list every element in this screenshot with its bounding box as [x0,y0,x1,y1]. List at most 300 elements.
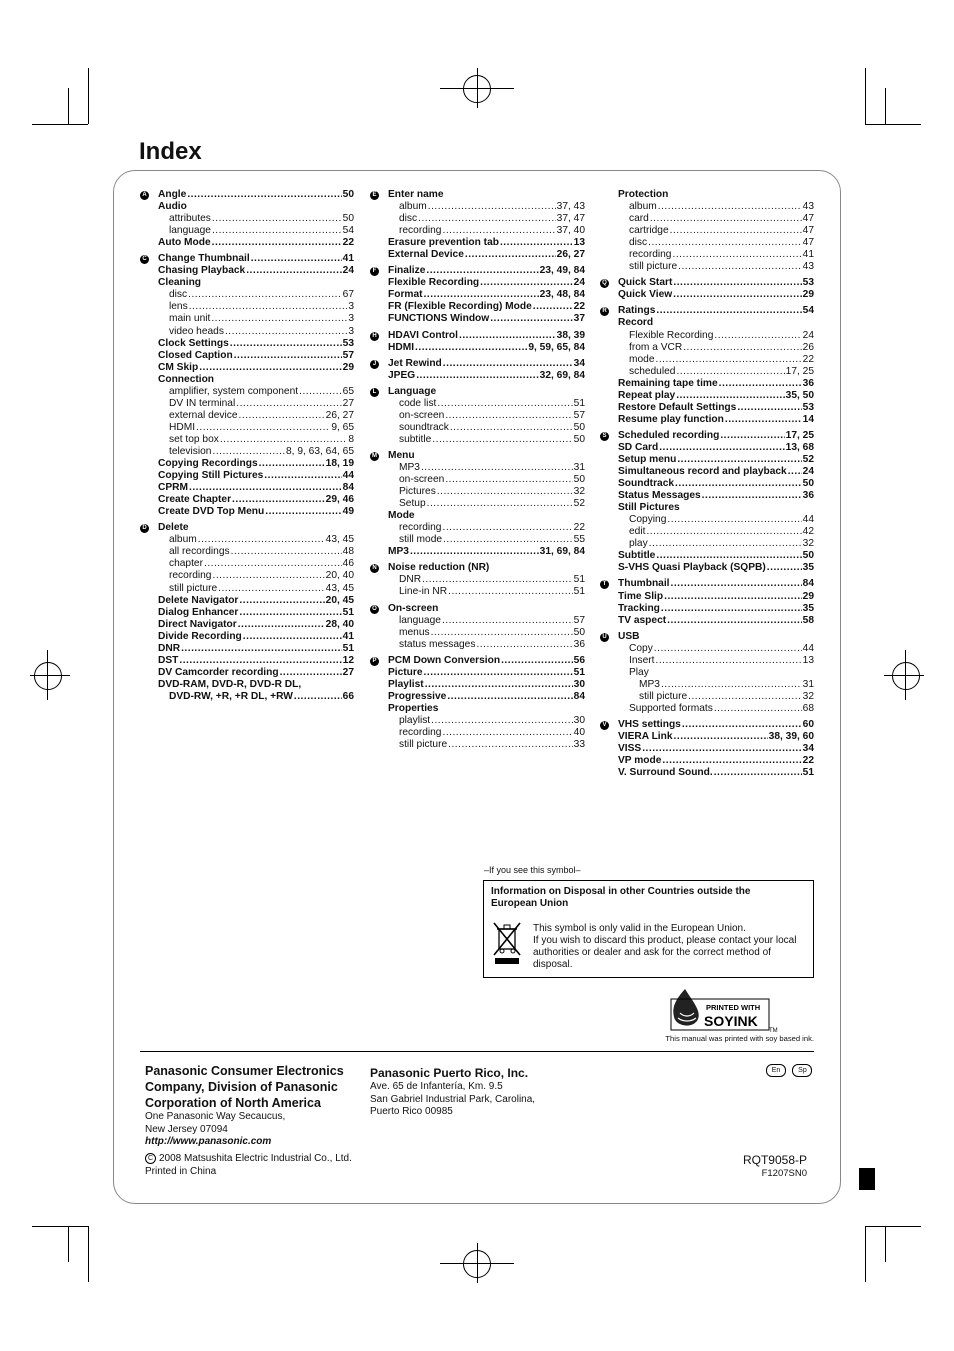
entry-label: Audio [158,201,187,213]
entry-label: Tracking [618,602,660,614]
index-entry [388,313,585,325]
leader-dots [445,474,572,486]
entry-label: Play [629,666,649,678]
entry-page: 9, 59, 65, 84 [528,341,585,353]
leader-dots [239,607,341,619]
leader-dots [187,189,341,201]
leader-dots [648,237,802,249]
index-entry [618,767,814,779]
entry-label: FR (Flexible Recording) Mode [388,301,532,313]
entry-label: disc [629,237,648,249]
entry-page: 41 [802,249,814,261]
entry-label: edit [629,526,646,538]
entry-label: V. Surround Sound. [618,767,713,779]
index-entry [618,679,814,691]
index-entry [618,390,814,402]
index-entry [388,265,585,277]
index-entry [618,277,814,289]
leader-dots [280,667,342,679]
entry-label: HDMI [169,421,196,433]
index-entry [388,667,585,679]
leader-dots [676,366,784,378]
divider [140,1051,814,1052]
entry-label: Enter name [388,189,444,200]
entry-page: 35 [802,602,814,614]
entry-label: CPRM [158,482,188,494]
entry-label: subtitle [399,433,432,445]
entry-label: Protection [618,189,669,200]
entry-label: Quick View [618,289,673,301]
leader-dots [239,595,324,607]
entry-label: Properties [388,702,439,714]
entry-page: 27 [342,666,354,678]
entry-label: Setup menu [618,453,677,465]
index-entry [618,454,814,466]
index-entry [618,719,814,731]
index-entry [388,586,585,598]
leader-dots [450,422,573,434]
index-entry [618,591,814,603]
entry-label: playlist [399,714,431,726]
entry-label: all recordings [169,546,230,558]
entry-page: 36 [573,638,585,650]
entry-label: Repeat play [618,389,676,401]
company-name: Panasonic Consumer Electronics Company, Division of Panasonic Corporation of North America [145,1064,344,1110]
leader-dots [654,643,802,655]
entry-page: 51 [573,666,585,678]
index-entry [158,410,354,422]
entry-page: 13, 68 [785,441,814,453]
index-entry [618,743,814,755]
index-section [600,578,814,626]
index-entry [158,691,354,703]
leader-dots [196,422,330,434]
entry-label: main unit [169,313,211,325]
index-entry [618,703,814,715]
index-entry [388,201,585,213]
leader-dots [672,249,801,261]
entry-page: 51 [802,767,814,779]
entry-page: 20, 45 [325,594,354,606]
entry-label: DST [158,654,179,666]
entry-label: Still Pictures [618,502,680,514]
entry-page: 65 [342,385,354,397]
entry-label: still picture [629,261,678,273]
entry-label: Pictures [399,486,436,498]
index-entry [618,378,814,390]
entry-page: 50 [342,213,354,225]
leader-dots [714,330,801,342]
entry-page: 50 [802,550,814,562]
entry-label: DV Camcorder recording [158,666,279,678]
entry-label: cartridge [629,225,669,237]
entry-page: 29 [802,590,814,602]
leader-dots [725,414,802,426]
entry-page: 57 [573,409,585,421]
index-entry [388,422,585,434]
entry-page: 84 [573,690,585,702]
index-entry [618,631,814,643]
section-letter-icon: E [370,191,379,200]
section-letter-icon: F [370,267,379,276]
leader-dots [788,466,802,478]
entry-page: 18, 19 [325,458,354,470]
index-entry [388,370,585,382]
entry-page: 50 [573,421,585,433]
entry-page: 26 [802,341,814,353]
entry-page: 29, 46 [325,494,354,506]
entry-page: 3 [348,313,354,325]
entry-label: CM Skip [158,361,199,373]
leader-dots [719,378,802,390]
entry-page: 24 [573,277,585,289]
entry-label: HDAVI Control [388,329,458,341]
leader-dots [431,627,573,639]
entry-page: 20, 40 [325,570,354,582]
index-entry [388,434,585,446]
entry-page: 44 [802,514,814,526]
entry-page: 68 [802,702,814,714]
index-entry [158,277,354,289]
entry-label: Flexible Recording [388,277,480,289]
index-entry [158,237,354,249]
entry-label: recording [399,225,442,237]
index-entry [388,691,585,703]
entry-page: 50 [802,478,814,490]
entry-page: 40 [573,726,585,738]
index-entry [618,466,814,478]
entry-label: VHS settings [618,718,681,730]
entry-label: on-screen [399,474,445,486]
entry-label: PCM Down Conversion [388,654,501,666]
entry-label: Soundtrack [618,478,675,490]
entry-label: Subtitle [618,550,656,562]
leader-dots [299,386,342,398]
entry-page: 34 [802,743,814,755]
index-entry [618,342,814,354]
entry-label: Create DVD Top Menu [158,506,265,518]
section-letter-icon: U [600,633,609,642]
entry-page: 37 [573,313,585,325]
entry-page: 57 [573,614,585,626]
entry-label: SD Card [618,441,659,453]
company-address: One Panasonic Way Secaucus, [145,1111,286,1122]
index-entry [618,305,814,317]
entry-page: 51 [573,397,585,409]
leader-dots [646,526,801,538]
entry-label: Time Slip [618,590,664,602]
entry-page: 31 [573,461,585,473]
entry-label: television [169,445,212,457]
index-entry [388,237,585,249]
index-entry [158,458,354,470]
index-entry [158,494,354,506]
leader-dots [459,330,556,342]
index-entry [618,667,814,679]
entry-label: Mode [388,510,415,522]
entry-label: MP3 [399,461,420,473]
leader-dots [682,719,802,731]
index-column [600,189,814,783]
leader-dots [678,261,802,273]
leader-dots [415,342,527,354]
puerto-rico-block [370,1065,590,1119]
entry-label: Line-in NR [399,586,448,598]
leader-dots [655,354,801,366]
leader-dots [673,289,801,301]
leader-dots [230,338,342,350]
leader-dots [231,546,342,558]
entry-label: VISS [618,743,642,755]
entry-label: disc [169,289,188,301]
puerto-rico-address: Ave. 65 de Infantería, Km. 9.5 [370,1081,503,1092]
entry-label: JPEG [388,369,416,381]
entry-page: 22 [342,237,354,249]
index-entry [388,486,585,498]
index-entry [158,631,354,643]
language-badge: En [766,1064,786,1077]
leader-dots [445,410,572,422]
index-entry [618,478,814,490]
index-section [370,265,585,325]
entry-label: status messages [399,638,476,650]
entry-page: 44 [342,470,354,482]
leader-dots [225,326,347,338]
entry-label: recording [629,249,672,261]
leader-dots [688,691,802,703]
entry-page: 34 [573,357,585,369]
entry-label: Language [388,385,437,397]
leader-dots [767,562,802,574]
entry-label: Menu [388,449,415,461]
puerto-rico-address: San Gabriel Industrial Park, Carolina, [370,1093,536,1105]
leader-dots [649,538,802,550]
copyright [145,1153,352,1179]
section-letter-icon: A [140,191,149,200]
index-entry [158,313,354,325]
index-entry [158,265,354,277]
entry-label: album [629,201,657,213]
index-entry [618,526,814,538]
disposal-line: This symbol is only valid in the European Union. [533,923,746,934]
entry-label: menus [399,626,430,638]
entry-label: set top box [169,433,219,445]
entry-label: S-VHS Quasi Playback (SQPB) [618,562,766,574]
leader-dots [418,213,556,225]
entry-page: 51 [573,586,585,598]
entry-page: 43 [802,261,814,273]
leader-dots [239,410,325,422]
leader-dots [442,615,573,627]
index-entry [618,225,814,237]
index-entry [618,402,814,414]
entry-page: 13 [573,237,585,249]
leader-dots [238,619,325,631]
entry-page: 30 [573,714,585,726]
entry-label: scheduled [629,365,676,377]
soy-logo-top: PRINTED WITH [706,1003,761,1012]
section-letter-icon: J [370,360,379,369]
printed-in: Printed in China [145,1165,217,1177]
leader-dots [667,615,802,627]
index-section [140,253,354,518]
leader-dots [714,703,802,715]
leader-dots [199,362,341,374]
entry-page: 51 [573,574,585,586]
entry-label: album [399,201,427,213]
index-entry [158,189,354,201]
leader-dots [676,390,784,402]
leader-dots [421,462,573,474]
disposal-line: If you wish to discard this product, please contact your local authorities or dealer and ask for the correct method of disposal. [533,935,797,970]
entry-page: 84 [342,482,354,494]
index-entry [158,546,354,558]
entry-label: Playlist [388,678,424,690]
leader-dots [683,342,801,354]
index-entry [158,470,354,482]
company-url[interactable]: http://www.panasonic.com [145,1136,272,1148]
entry-label: Insert [629,654,655,666]
leader-dots [251,253,342,265]
leader-dots [642,743,801,755]
entry-label: play [629,538,648,550]
entry-label: Supported formats [629,702,713,714]
index-entry [158,201,354,213]
leader-dots [480,277,573,289]
index-entry [158,570,354,582]
entry-page: 37, 47 [556,213,585,225]
entry-label: card [629,213,649,225]
entry-label: Restore Default Settings [618,401,737,413]
leader-dots [677,454,801,466]
entry-page: 66 [342,690,354,702]
symbol-caption: –If you see this symbol– [484,865,581,875]
leader-dots [189,482,342,494]
index-entry [618,237,814,249]
leader-dots [212,570,324,582]
index-entry [158,289,354,301]
entry-label: album [169,534,197,546]
index-entry [158,253,354,265]
entry-label: Resume play function [618,413,724,425]
leader-dots [501,655,573,667]
leader-dots [204,558,342,570]
index-entry [388,655,585,667]
index-entry [158,326,354,338]
entry-page: 26, 27 [325,409,354,421]
entry-page: 38, 39 [556,329,585,341]
section-letter-icon: L [370,388,379,397]
index-entry [388,410,585,422]
index-entry [158,595,354,607]
entry-label: Delete Navigator [158,594,239,606]
section-letter-icon: Q [600,279,609,288]
entry-label: External Device [388,249,464,261]
leader-dots [424,667,573,679]
index-section [370,189,585,261]
index-section [140,522,354,703]
leader-dots [476,639,572,651]
entry-page: 33 [573,739,585,751]
leader-dots [662,755,801,767]
leader-dots [673,277,801,289]
entry-label: chapter [169,558,203,570]
entry-page: 43, 45 [325,534,354,546]
index-section [370,358,585,382]
index-entry [388,534,585,546]
index-entry [158,655,354,667]
entry-label: Angle [158,189,187,200]
index-entry [388,679,585,691]
entry-page: 67 [342,289,354,301]
index-entry [618,655,814,667]
index-entry [158,558,354,570]
entry-page: 51 [342,642,354,654]
copyright-icon: C [145,1153,156,1164]
entry-page: 30 [573,678,585,690]
leader-dots [428,201,556,213]
entry-label: Connection [158,373,215,385]
index-entry [618,189,814,201]
entry-page: 50 [342,189,354,200]
entry-label: Picture [388,666,423,678]
index-entry [388,739,585,751]
index-entry [158,350,354,362]
index-entry [388,727,585,739]
index-entry [618,330,814,342]
entry-label: Jet Rewind [388,357,442,369]
entry-label: Auto Mode [158,237,211,249]
index-entry [388,289,585,301]
entry-page: 22 [802,353,814,365]
leader-dots [442,522,572,534]
leader-dots [702,490,802,502]
disposal-text [533,923,808,971]
index-entry [388,301,585,313]
leader-dots [259,458,325,470]
leader-dots [294,691,342,703]
entry-page: 32 [573,486,585,498]
entry-label: still mode [399,534,443,546]
index-entry [388,574,585,586]
leader-dots [437,398,572,410]
entry-label: amplifier, system component [169,385,299,397]
leader-dots [437,486,573,498]
entry-label: external device [169,409,238,421]
language-badge: Sp [792,1064,812,1077]
disposal-title: Information on Disposal in other Countries outside the European Union [491,886,751,909]
index-entry [618,317,814,329]
entry-label: Copying [629,514,667,526]
index-entry [618,442,814,454]
entry-label: Erasure prevention tab [388,237,499,249]
entry-page: 28, 40 [325,618,354,630]
leader-dots [212,213,342,225]
leader-dots [212,237,342,249]
entry-page: 35, 50 [785,389,814,401]
index-column [140,189,354,707]
index-entry [618,414,814,426]
leader-dots [442,225,555,237]
section-letter-icon: V [600,721,609,730]
entry-page: 84 [802,578,814,590]
index-entry [388,715,585,727]
copyright-text: 2008 Matsushita Electric Industrial Co., Ltd. [159,1153,352,1165]
company-address: New Jersey 07094 [145,1123,228,1135]
entry-page: 17, 25 [785,365,814,377]
entry-page: 60 [802,718,814,730]
index-entry [158,301,354,313]
